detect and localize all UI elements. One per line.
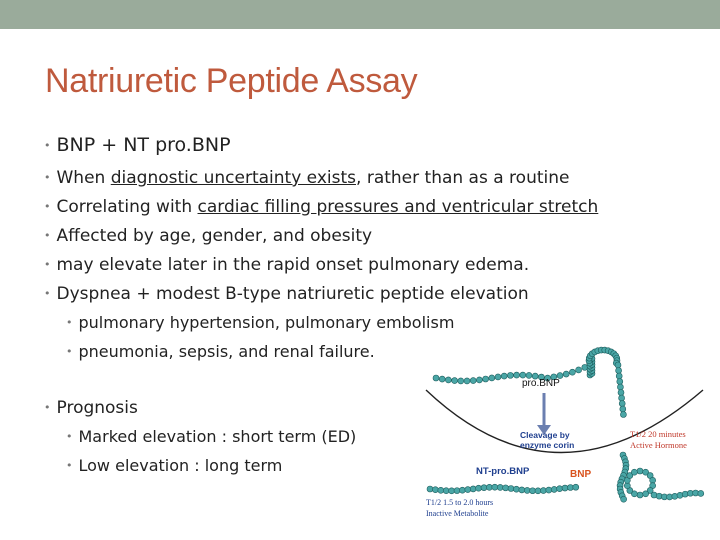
bullet-dot-icon: • [66, 430, 73, 443]
amino-acid-bead [495, 374, 501, 380]
amino-acid-bead [513, 486, 519, 492]
bullet-dot-icon: • [44, 229, 51, 242]
bullet-correlating: • Correlating with cardiac filling pressures and ventricular stretch [44, 197, 599, 217]
amino-acid-bead [443, 488, 449, 494]
bullet-prognosis: • Prognosis [44, 398, 138, 418]
amino-acid-bead [637, 468, 643, 474]
amino-acid-bead [507, 372, 513, 378]
bullet-pulmonary-edema: • may elevate later in the rapid onset pulmonary edema. [44, 255, 530, 275]
amino-acid-bead [557, 486, 563, 492]
amino-acid-bead [497, 484, 503, 490]
amino-acid-bead [631, 469, 637, 475]
amino-acid-bead [464, 378, 470, 384]
bullet-dot-icon: • [66, 316, 73, 329]
amino-acid-bead [489, 375, 495, 381]
amino-acid-bead [476, 377, 482, 383]
amino-acid-bead [620, 406, 626, 412]
amino-acid-bead [476, 485, 482, 491]
amino-acid-bead [569, 369, 575, 375]
probnp-label: pro.BNP [522, 378, 560, 389]
subbullet-pneumonia: • pneumonia, sepsis, and renal failure. [66, 342, 375, 361]
bnp-label: BNP [570, 469, 592, 480]
amino-acid-bead [501, 373, 507, 379]
bullet-diagnostic-uncertainty: • When diagnostic uncertainty exists, rather than as a routine [44, 168, 570, 188]
amino-acid-bead [573, 484, 579, 490]
amino-acid-bead [449, 488, 455, 494]
bullet-bnp: • BNP + NT pro.BNP [44, 134, 231, 156]
amino-acid-bead [617, 379, 623, 385]
amino-acid-bead [454, 488, 460, 494]
amino-acid-bead [618, 390, 624, 396]
subbullet-low-elevation: • Low elevation : long term [66, 456, 283, 475]
amino-acid-bead [519, 487, 525, 493]
amino-acid-bead [514, 372, 520, 378]
cleavage-label-2: enzyme corin [520, 440, 575, 450]
ntprobnp-chain [427, 484, 579, 494]
amino-acid-bead [492, 484, 498, 490]
amino-acid-bead [535, 488, 541, 494]
bullet-affected: • Affected by age, gender, and obesity [44, 226, 373, 246]
active-hormone-label-1: T1/2 20 minutes [630, 429, 686, 439]
bullet-dyspnea: • Dyspnea + modest B-type natriuretic peptide elevation [44, 284, 529, 304]
amino-acid-bead [576, 367, 582, 373]
amino-acid-bead [620, 412, 626, 418]
amino-acid-bead [470, 486, 476, 492]
amino-acid-bead [427, 486, 433, 492]
amino-acid-bead [616, 373, 622, 379]
amino-acid-bead [546, 487, 552, 493]
ntprobnp-label: NT-pro.BNP [476, 466, 530, 477]
amino-acid-bead [508, 485, 514, 491]
amino-acid-bead [486, 484, 492, 490]
amino-acid-bead [432, 487, 438, 493]
amino-acid-bead [439, 376, 445, 382]
amino-acid-bead [619, 401, 625, 407]
bullet-dot-icon: • [44, 139, 51, 152]
bullet-dot-icon: • [44, 171, 51, 184]
amino-acid-bead [637, 492, 643, 498]
inactive-metabolite-label-1: T1/2 1.5 to 2.0 hours [426, 498, 494, 507]
cleavage-label-1: Cleavage by [520, 430, 570, 440]
amino-acid-bead [617, 384, 623, 390]
bnp-cleavage-diagram [418, 345, 708, 525]
amino-acid-bead [540, 488, 546, 494]
amino-acid-bead [465, 487, 471, 493]
amino-acid-bead [619, 395, 625, 401]
amino-acid-bead [562, 485, 568, 491]
amino-acid-bead [445, 377, 451, 383]
amino-acid-bead [481, 485, 487, 491]
inactive-metabolite-label-2: Inactive Metabolite [426, 509, 489, 518]
bnp-diagram-svg [418, 345, 708, 525]
amino-acid-bead [524, 487, 530, 493]
bnp-chain [617, 452, 704, 502]
amino-acid-bead [567, 485, 573, 491]
amino-acid-bead [452, 378, 458, 384]
bullet-dot-icon: • [66, 345, 73, 358]
bullet-dot-icon: • [44, 200, 51, 213]
active-hormone-label-2: Active Hormone [630, 440, 687, 450]
amino-acid-bead [621, 496, 627, 502]
amino-acid-bead [698, 490, 704, 496]
amino-acid-bead [459, 487, 465, 493]
amino-acid-bead [458, 378, 464, 384]
amino-acid-bead [551, 486, 557, 492]
subbullet-pulmonary-hypertension: • pulmonary hypertension, pulmonary embolism [66, 313, 455, 332]
bullet-dot-icon: • [44, 258, 51, 271]
slide-title: Natriuretic Peptide Assay [45, 62, 418, 100]
amino-acid-bead [563, 371, 569, 377]
amino-acid-bead [530, 488, 536, 494]
bullet-dot-icon: • [44, 401, 51, 414]
bullet-dot-icon: • [44, 287, 51, 300]
amino-acid-bead [643, 491, 649, 497]
amino-acid-bead [615, 362, 621, 368]
amino-acid-bead [483, 376, 489, 382]
amino-acid-bead [503, 485, 509, 491]
bullet-dot-icon: • [66, 459, 73, 472]
amino-acid-bead [470, 378, 476, 384]
amino-acid-bead [433, 375, 439, 381]
amino-acid-bead [616, 368, 622, 374]
amino-acid-bead [438, 487, 444, 493]
subbullet-marked-elevation: • Marked elevation : short term (ED) [66, 427, 357, 446]
